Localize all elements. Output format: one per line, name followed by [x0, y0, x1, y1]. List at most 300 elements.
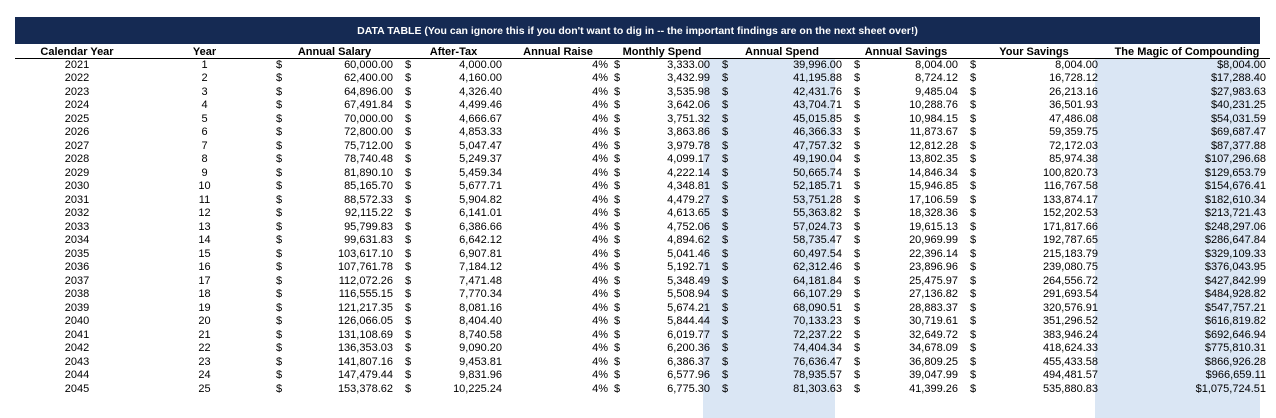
cell-after-tax[interactable]: 9,090.20 — [459, 342, 502, 355]
cell-annual-spend[interactable]: 78,935.57 — [793, 369, 842, 382]
cell-monthly-spend[interactable]: 3,751.32 — [667, 112, 710, 125]
currency-sign[interactable]: $ — [722, 153, 729, 166]
currency-sign[interactable]: $ — [970, 59, 977, 71]
currency-sign[interactable]: $ — [405, 328, 412, 341]
currency-sign[interactable]: $ — [722, 274, 729, 287]
cell-monthly-spend[interactable]: 4,479.27 — [667, 193, 710, 206]
header-your-savings[interactable]: Your Savings — [964, 47, 1104, 59]
cell-your-savings[interactable]: 215,183.79 — [1042, 247, 1098, 260]
currency-sign[interactable]: $ — [722, 112, 729, 125]
cell-calendar-year[interactable]: 2033 — [64, 220, 90, 233]
currency-sign[interactable]: $ — [854, 126, 861, 139]
cell-your-savings[interactable]: 264,556.72 — [1042, 274, 1098, 287]
cell-after-tax[interactable]: 4,853.33 — [459, 126, 502, 139]
cell-compounding[interactable]: $129,653.79 — [1204, 166, 1266, 179]
currency-sign[interactable]: $ — [405, 247, 412, 260]
cell-calendar-year[interactable]: 2032 — [64, 207, 90, 220]
currency-sign[interactable]: $ — [854, 369, 861, 382]
cell-after-tax[interactable]: 4,666.67 — [459, 112, 502, 125]
cell-your-savings[interactable]: 100,820.73 — [1042, 166, 1098, 179]
currency-sign[interactable]: $ — [614, 139, 621, 152]
cell-year[interactable]: 16 — [198, 261, 211, 274]
cell-year[interactable]: 5 — [201, 112, 208, 125]
currency-sign[interactable]: $ — [970, 288, 977, 301]
cell-compounding[interactable]: $8,004.00 — [1217, 59, 1266, 71]
currency-sign[interactable]: $ — [405, 207, 412, 220]
currency-sign[interactable]: $ — [970, 234, 977, 247]
currency-sign[interactable]: $ — [970, 193, 977, 206]
cell-annual-spend[interactable]: 47,757.32 — [793, 139, 842, 152]
cell-your-savings[interactable]: 133,874.17 — [1042, 193, 1098, 206]
currency-sign[interactable]: $ — [970, 315, 977, 328]
cell-annual-savings[interactable]: 22,396.14 — [909, 247, 958, 260]
currency-sign[interactable]: $ — [614, 382, 621, 395]
currency-sign[interactable]: $ — [854, 193, 861, 206]
currency-sign[interactable]: $ — [614, 126, 621, 139]
cell-annual-spend[interactable]: 41,195.88 — [793, 72, 842, 85]
cell-annual-savings[interactable]: 25,475.97 — [909, 274, 958, 287]
cell-annual-savings[interactable]: 20,969.99 — [909, 234, 958, 247]
cell-annual-savings[interactable]: 12,812.28 — [909, 139, 958, 152]
cell-annual-salary[interactable]: 99,631.83 — [344, 234, 393, 247]
currency-sign[interactable]: $ — [614, 166, 621, 179]
currency-sign[interactable]: $ — [722, 355, 729, 368]
currency-sign[interactable]: $ — [614, 274, 621, 287]
cell-annual-raise[interactable]: 4% — [592, 139, 608, 152]
cell-after-tax[interactable]: 7,184.12 — [459, 261, 502, 274]
currency-sign[interactable]: $ — [405, 274, 412, 287]
cell-compounding[interactable]: $69,687.47 — [1210, 126, 1266, 139]
currency-sign[interactable]: $ — [854, 382, 861, 395]
currency-sign[interactable]: $ — [614, 315, 621, 328]
currency-sign[interactable]: $ — [970, 153, 977, 166]
currency-sign[interactable]: $ — [614, 288, 621, 301]
cell-annual-salary[interactable]: 141,807.16 — [337, 355, 393, 368]
cell-monthly-spend[interactable]: 6,200.36 — [667, 342, 710, 355]
cell-monthly-spend[interactable]: 5,348.49 — [667, 274, 710, 287]
currency-sign[interactable]: $ — [854, 288, 861, 301]
cell-annual-spend[interactable]: 55,363.82 — [793, 207, 842, 220]
cell-annual-savings[interactable]: 10,288.76 — [909, 99, 958, 112]
cell-your-savings[interactable]: 36,501.93 — [1049, 99, 1098, 112]
cell-annual-salary[interactable]: 103,617.10 — [337, 247, 393, 260]
cell-annual-salary[interactable]: 95,799.83 — [344, 220, 393, 233]
cell-after-tax[interactable]: 5,677.71 — [459, 180, 502, 193]
cell-your-savings[interactable]: 351,296.52 — [1042, 315, 1098, 328]
cell-annual-salary[interactable]: 147,479.44 — [337, 369, 393, 382]
cell-year[interactable]: 8 — [201, 153, 208, 166]
cell-compounding[interactable]: $54,031.59 — [1210, 112, 1266, 125]
cell-year[interactable]: 24 — [198, 369, 211, 382]
currency-sign[interactable]: $ — [854, 261, 861, 274]
cell-your-savings[interactable]: 320,576.91 — [1042, 301, 1098, 314]
cell-annual-salary[interactable]: 116,555.15 — [338, 288, 393, 301]
currency-sign[interactable]: $ — [854, 112, 861, 125]
cell-year[interactable]: 9 — [201, 166, 208, 179]
currency-sign[interactable]: $ — [276, 139, 283, 152]
cell-annual-salary[interactable]: 88,572.33 — [344, 193, 393, 206]
cell-after-tax[interactable]: 4,000.00 — [459, 59, 502, 71]
cell-monthly-spend[interactable]: 3,432.99 — [667, 72, 710, 85]
cell-after-tax[interactable]: 4,326.40 — [459, 85, 502, 98]
cell-year[interactable]: 10 — [198, 180, 211, 193]
cell-calendar-year[interactable]: 2025 — [64, 112, 90, 125]
cell-annual-raise[interactable]: 4% — [592, 355, 608, 368]
currency-sign[interactable]: $ — [722, 288, 729, 301]
currency-sign[interactable]: $ — [970, 355, 977, 368]
cell-monthly-spend[interactable]: 4,752.06 — [667, 220, 710, 233]
cell-annual-raise[interactable]: 4% — [592, 288, 608, 301]
currency-sign[interactable]: $ — [614, 207, 621, 220]
currency-sign[interactable]: $ — [854, 85, 861, 98]
header-year[interactable]: Year — [139, 47, 270, 59]
cell-calendar-year[interactable]: 2036 — [64, 261, 90, 274]
cell-after-tax[interactable]: 10,225.24 — [453, 382, 502, 395]
currency-sign[interactable]: $ — [854, 274, 861, 287]
cell-annual-raise[interactable]: 4% — [592, 207, 608, 220]
cell-annual-savings[interactable]: 28,883.37 — [909, 301, 958, 314]
currency-sign[interactable]: $ — [276, 382, 283, 395]
cell-annual-raise[interactable]: 4% — [592, 342, 608, 355]
cell-annual-spend[interactable]: 46,366.33 — [793, 126, 842, 139]
cell-annual-savings[interactable]: 23,896.96 — [909, 261, 958, 274]
cell-compounding[interactable]: $213,721.43 — [1204, 207, 1266, 220]
currency-sign[interactable]: $ — [276, 180, 283, 193]
currency-sign[interactable]: $ — [970, 301, 977, 314]
cell-calendar-year[interactable]: 2029 — [64, 166, 90, 179]
cell-annual-spend[interactable]: 53,751.28 — [793, 193, 842, 206]
cell-annual-raise[interactable]: 4% — [592, 234, 608, 247]
currency-sign[interactable]: $ — [722, 72, 729, 85]
currency-sign[interactable]: $ — [854, 72, 861, 85]
cell-monthly-spend[interactable]: 6,019.77 — [667, 328, 710, 341]
cell-monthly-spend[interactable]: 3,979.78 — [667, 139, 710, 152]
currency-sign[interactable]: $ — [722, 166, 729, 179]
cell-calendar-year[interactable]: 2042 — [64, 342, 90, 355]
cell-calendar-year[interactable]: 2030 — [64, 180, 90, 193]
currency-sign[interactable]: $ — [614, 153, 621, 166]
currency-sign[interactable]: $ — [854, 207, 861, 220]
cell-compounding[interactable]: $329,109.33 — [1204, 247, 1266, 260]
currency-sign[interactable]: $ — [405, 72, 412, 85]
currency-sign[interactable]: $ — [970, 126, 977, 139]
currency-sign[interactable]: $ — [276, 126, 283, 139]
currency-sign[interactable]: $ — [405, 220, 412, 233]
cell-monthly-spend[interactable]: 5,041.46 — [667, 247, 710, 260]
cell-annual-savings[interactable]: 9,485.04 — [915, 85, 958, 98]
cell-compounding[interactable]: $1,075,724.51 — [1195, 382, 1266, 395]
cell-annual-raise[interactable]: 4% — [592, 261, 608, 274]
currency-sign[interactable]: $ — [405, 342, 412, 355]
currency-sign[interactable]: $ — [405, 85, 412, 98]
cell-monthly-spend[interactable]: 6,577.96 — [667, 369, 710, 382]
cell-annual-spend[interactable]: 70,133.23 — [793, 315, 842, 328]
currency-sign[interactable]: $ — [405, 166, 412, 179]
cell-monthly-spend[interactable]: 6,386.37 — [667, 355, 710, 368]
currency-sign[interactable]: $ — [722, 382, 729, 395]
cell-calendar-year[interactable]: 2045 — [64, 382, 90, 395]
cell-annual-savings[interactable]: 15,946.85 — [909, 180, 958, 193]
cell-annual-salary[interactable]: 67,491.84 — [344, 99, 393, 112]
currency-sign[interactable]: $ — [614, 261, 621, 274]
cell-annual-spend[interactable]: 42,431.76 — [793, 85, 842, 98]
cell-monthly-spend[interactable]: 4,348.81 — [667, 180, 710, 193]
currency-sign[interactable]: $ — [276, 85, 283, 98]
currency-sign[interactable]: $ — [614, 85, 621, 98]
cell-annual-raise[interactable]: 4% — [592, 328, 608, 341]
currency-sign[interactable]: $ — [405, 261, 412, 274]
cell-compounding[interactable]: $87,377.88 — [1210, 139, 1266, 152]
header-annual-raise[interactable]: Annual Raise — [508, 47, 608, 59]
cell-annual-savings[interactable]: 19,615.13 — [909, 220, 958, 233]
currency-sign[interactable]: $ — [970, 166, 977, 179]
currency-sign[interactable]: $ — [722, 328, 729, 341]
currency-sign[interactable]: $ — [614, 355, 621, 368]
cell-annual-salary[interactable]: 112,072.26 — [338, 274, 393, 287]
cell-calendar-year[interactable]: 2041 — [64, 328, 90, 341]
currency-sign[interactable]: $ — [970, 382, 977, 395]
currency-sign[interactable]: $ — [276, 342, 283, 355]
cell-annual-salary[interactable]: 153,378.62 — [337, 382, 393, 395]
cell-calendar-year[interactable]: 2021 — [64, 59, 90, 71]
cell-compounding[interactable]: $427,842.99 — [1204, 274, 1266, 287]
cell-monthly-spend[interactable]: 4,099.17 — [667, 153, 710, 166]
cell-annual-salary[interactable]: 92,115.22 — [344, 207, 393, 220]
currency-sign[interactable]: $ — [405, 355, 412, 368]
cell-after-tax[interactable]: 9,453.81 — [459, 355, 502, 368]
currency-sign[interactable]: $ — [276, 207, 283, 220]
currency-sign[interactable]: $ — [614, 193, 621, 206]
currency-sign[interactable]: $ — [970, 247, 977, 260]
cell-after-tax[interactable]: 8,404.40 — [459, 315, 502, 328]
currency-sign[interactable]: $ — [722, 247, 729, 260]
cell-year[interactable]: 14 — [198, 234, 211, 247]
currency-sign[interactable]: $ — [614, 301, 621, 314]
currency-sign[interactable]: $ — [970, 112, 977, 125]
cell-annual-savings[interactable]: 17,106.59 — [909, 193, 958, 206]
currency-sign[interactable]: $ — [405, 369, 412, 382]
cell-year[interactable]: 3 — [201, 85, 208, 98]
currency-sign[interactable]: $ — [854, 59, 861, 71]
cell-monthly-spend[interactable]: 5,844.44 — [667, 315, 710, 328]
cell-year[interactable]: 12 — [198, 207, 211, 220]
currency-sign[interactable]: $ — [405, 112, 412, 125]
cell-annual-raise[interactable]: 4% — [592, 166, 608, 179]
cell-monthly-spend[interactable]: 3,863.86 — [667, 126, 710, 139]
cell-annual-spend[interactable]: 68,090.51 — [793, 301, 842, 314]
currency-sign[interactable]: $ — [405, 315, 412, 328]
currency-sign[interactable]: $ — [854, 315, 861, 328]
cell-calendar-year[interactable]: 2031 — [64, 193, 90, 206]
cell-calendar-year[interactable]: 2040 — [64, 315, 90, 328]
cell-annual-salary[interactable]: 60,000.00 — [344, 59, 393, 71]
currency-sign[interactable]: $ — [276, 328, 283, 341]
cell-your-savings[interactable]: 291,693.54 — [1042, 288, 1098, 301]
cell-your-savings[interactable]: 418,624.33 — [1042, 342, 1098, 355]
cell-annual-raise[interactable]: 4% — [592, 247, 608, 260]
cell-annual-spend[interactable]: 66,107.29 — [793, 288, 842, 301]
cell-after-tax[interactable]: 5,459.34 — [459, 166, 502, 179]
currency-sign[interactable]: $ — [722, 342, 729, 355]
cell-year[interactable]: 2 — [201, 72, 208, 85]
cell-calendar-year[interactable]: 2043 — [64, 355, 90, 368]
header-after-tax[interactable]: After-Tax — [399, 47, 508, 59]
cell-after-tax[interactable]: 5,249.37 — [459, 153, 502, 166]
currency-sign[interactable]: $ — [722, 99, 729, 112]
cell-calendar-year[interactable]: 2039 — [64, 301, 90, 314]
cell-monthly-spend[interactable]: 5,192.71 — [667, 261, 710, 274]
cell-calendar-year[interactable]: 2024 — [64, 99, 90, 112]
currency-sign[interactable]: $ — [854, 328, 861, 341]
currency-sign[interactable]: $ — [970, 261, 977, 274]
cell-compounding[interactable]: $248,297.06 — [1204, 220, 1266, 233]
cell-annual-salary[interactable]: 62,400.00 — [344, 72, 393, 85]
currency-sign[interactable]: $ — [970, 328, 977, 341]
currency-sign[interactable]: $ — [854, 247, 861, 260]
currency-sign[interactable]: $ — [614, 59, 621, 71]
cell-annual-salary[interactable]: 70,000.00 — [344, 112, 393, 125]
currency-sign[interactable]: $ — [614, 180, 621, 193]
cell-after-tax[interactable]: 9,831.96 — [459, 369, 502, 382]
currency-sign[interactable]: $ — [276, 355, 283, 368]
currency-sign[interactable]: $ — [276, 247, 283, 260]
cell-compounding[interactable]: $17,288.40 — [1210, 72, 1266, 85]
cell-annual-savings[interactable]: 14,846.34 — [909, 166, 958, 179]
currency-sign[interactable]: $ — [276, 274, 283, 287]
currency-sign[interactable]: $ — [614, 99, 621, 112]
cell-annual-savings[interactable]: 11,873.67 — [909, 126, 958, 139]
cell-annual-spend[interactable]: 81,303.63 — [793, 382, 842, 395]
cell-annual-spend[interactable]: 52,185.71 — [793, 180, 842, 193]
cell-annual-savings[interactable]: 27,136.82 — [909, 288, 958, 301]
cell-annual-salary[interactable]: 126,066.05 — [337, 315, 393, 328]
cell-annual-savings[interactable]: 13,802.35 — [909, 153, 958, 166]
currency-sign[interactable]: $ — [614, 112, 621, 125]
cell-annual-spend[interactable]: 60,497.54 — [793, 247, 842, 260]
cell-year[interactable]: 22 — [198, 342, 211, 355]
cell-after-tax[interactable]: 7,471.48 — [459, 274, 502, 287]
currency-sign[interactable]: $ — [854, 166, 861, 179]
currency-sign[interactable]: $ — [854, 234, 861, 247]
cell-annual-raise[interactable]: 4% — [592, 59, 608, 71]
currency-sign[interactable]: $ — [276, 193, 283, 206]
currency-sign[interactable]: $ — [722, 301, 729, 314]
currency-sign[interactable]: $ — [405, 153, 412, 166]
cell-year[interactable]: 17 — [198, 274, 211, 287]
cell-annual-raise[interactable]: 4% — [592, 369, 608, 382]
currency-sign[interactable]: $ — [276, 369, 283, 382]
cell-calendar-year[interactable]: 2035 — [64, 247, 90, 260]
currency-sign[interactable]: $ — [970, 85, 977, 98]
cell-annual-savings[interactable]: 34,678.09 — [909, 342, 958, 355]
cell-your-savings[interactable]: 171,817.66 — [1042, 220, 1098, 233]
cell-after-tax[interactable]: 7,770.34 — [459, 288, 502, 301]
cell-annual-salary[interactable]: 136,353.03 — [337, 342, 393, 355]
header-annual-salary[interactable]: Annual Salary — [270, 47, 399, 59]
currency-sign[interactable]: $ — [276, 153, 283, 166]
currency-sign[interactable]: $ — [276, 72, 283, 85]
cell-year[interactable]: 18 — [198, 288, 211, 301]
cell-compounding[interactable]: $376,043.95 — [1204, 261, 1266, 274]
cell-your-savings[interactable]: 494,481.57 — [1042, 369, 1098, 382]
currency-sign[interactable]: $ — [722, 139, 729, 152]
header-annual-spend[interactable]: Annual Spend — [716, 47, 848, 59]
cell-calendar-year[interactable]: 2026 — [64, 126, 90, 139]
currency-sign[interactable]: $ — [614, 247, 621, 260]
currency-sign[interactable]: $ — [854, 355, 861, 368]
cell-year[interactable]: 11 — [198, 193, 211, 206]
cell-monthly-spend[interactable]: 3,535.98 — [667, 85, 710, 98]
cell-after-tax[interactable]: 8,081.16 — [459, 301, 502, 314]
header-calendar-year[interactable]: Calendar Year — [15, 47, 139, 59]
currency-sign[interactable]: $ — [854, 180, 861, 193]
currency-sign[interactable]: $ — [722, 59, 729, 71]
cell-year[interactable]: 13 — [198, 220, 211, 233]
cell-calendar-year[interactable]: 2023 — [64, 85, 90, 98]
cell-annual-salary[interactable]: 121,217.35 — [337, 301, 393, 314]
currency-sign[interactable]: $ — [722, 126, 729, 139]
cell-annual-raise[interactable]: 4% — [592, 85, 608, 98]
cell-calendar-year[interactable]: 2044 — [64, 369, 90, 382]
cell-annual-raise[interactable]: 4% — [592, 72, 608, 85]
cell-annual-raise[interactable]: 4% — [592, 99, 608, 112]
cell-annual-salary[interactable]: 107,761.78 — [337, 261, 393, 274]
currency-sign[interactable]: $ — [722, 180, 729, 193]
cell-annual-savings[interactable]: 32,649.72 — [909, 328, 958, 341]
currency-sign[interactable]: $ — [276, 288, 283, 301]
cell-after-tax[interactable]: 4,499.46 — [459, 99, 502, 112]
cell-annual-salary[interactable]: 78,740.48 — [344, 153, 393, 166]
cell-compounding[interactable]: $866,926.28 — [1204, 355, 1266, 368]
currency-sign[interactable]: $ — [405, 193, 412, 206]
cell-annual-savings[interactable]: 41,399.26 — [909, 382, 958, 395]
currency-sign[interactable]: $ — [405, 180, 412, 193]
currency-sign[interactable]: $ — [405, 382, 412, 395]
currency-sign[interactable]: $ — [276, 112, 283, 125]
currency-sign[interactable]: $ — [854, 220, 861, 233]
currency-sign[interactable]: $ — [405, 126, 412, 139]
currency-sign[interactable]: $ — [970, 342, 977, 355]
cell-compounding[interactable]: $547,757.21 — [1204, 301, 1266, 314]
currency-sign[interactable]: $ — [854, 342, 861, 355]
cell-after-tax[interactable]: 5,904.82 — [459, 193, 502, 206]
currency-sign[interactable]: $ — [614, 220, 621, 233]
currency-sign[interactable]: $ — [405, 139, 412, 152]
cell-monthly-spend[interactable]: 4,894.62 — [667, 234, 710, 247]
cell-monthly-spend[interactable]: 3,642.06 — [667, 99, 710, 112]
currency-sign[interactable]: $ — [614, 328, 621, 341]
cell-your-savings[interactable]: 152,202.53 — [1042, 207, 1098, 220]
currency-sign[interactable]: $ — [276, 220, 283, 233]
currency-sign[interactable]: $ — [722, 85, 729, 98]
cell-compounding[interactable]: $966,659.11 — [1205, 369, 1266, 382]
cell-annual-raise[interactable]: 4% — [592, 274, 608, 287]
cell-your-savings[interactable]: 192,787.65 — [1042, 234, 1098, 247]
cell-your-savings[interactable]: 16,728.12 — [1049, 72, 1098, 85]
cell-monthly-spend[interactable]: 4,613.65 — [667, 207, 710, 220]
cell-annual-savings[interactable]: 30,719.61 — [909, 315, 958, 328]
cell-your-savings[interactable]: 47,486.08 — [1049, 112, 1098, 125]
cell-year[interactable]: 25 — [198, 382, 211, 395]
currency-sign[interactable]: $ — [722, 261, 729, 274]
cell-annual-raise[interactable]: 4% — [592, 220, 608, 233]
currency-sign[interactable]: $ — [722, 193, 729, 206]
cell-annual-spend[interactable]: 50,665.74 — [793, 166, 842, 179]
cell-annual-raise[interactable]: 4% — [592, 193, 608, 206]
currency-sign[interactable]: $ — [970, 207, 977, 220]
currency-sign[interactable]: $ — [614, 72, 621, 85]
cell-annual-raise[interactable]: 4% — [592, 180, 608, 193]
